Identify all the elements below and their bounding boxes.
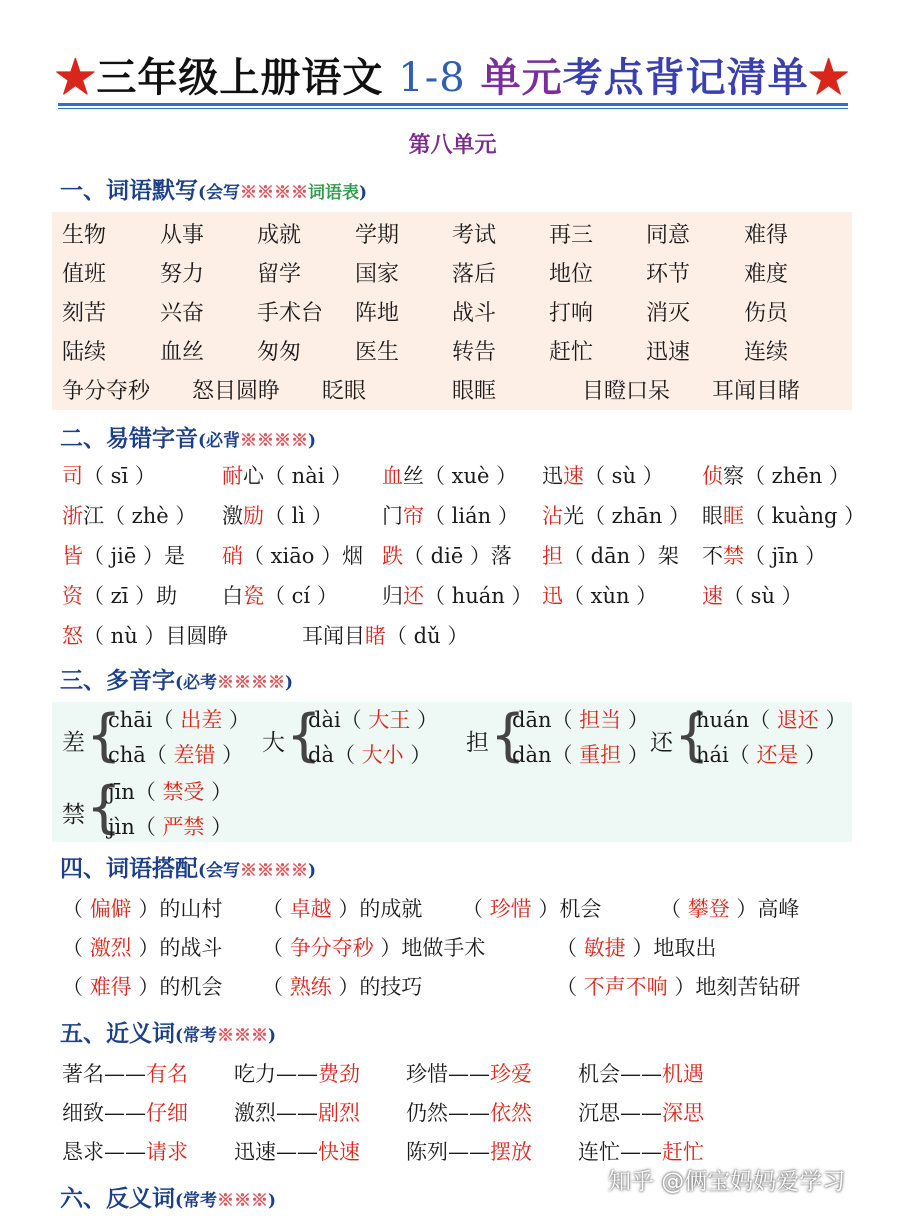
- pinyin-text: （ sù ）: [584, 464, 664, 488]
- pronunciation-item: [222, 500, 333, 530]
- key-char: 血: [382, 464, 403, 488]
- example-word: 出差: [180, 708, 223, 732]
- title-part1: 三年级上册语文: [96, 54, 384, 101]
- key-char: 皆: [62, 544, 83, 568]
- pronunciation-item: [62, 620, 228, 650]
- synonym-pair: [62, 1097, 188, 1127]
- vocab-word: 医生: [355, 340, 400, 365]
- pronunciation-item: [62, 540, 185, 570]
- synonym-pair: [62, 1136, 188, 1166]
- dash: ——: [620, 1101, 662, 1125]
- paren-close: ）: [204, 815, 233, 839]
- vocab-word: 眼眶: [452, 379, 497, 404]
- page-title: [0, 46, 905, 103]
- pronunciation-item: [382, 540, 512, 570]
- collocation-item: [556, 971, 800, 1001]
- word-b: 赶忙: [662, 1140, 704, 1164]
- paren-open: （: [556, 975, 584, 999]
- plain-char: 不: [702, 544, 723, 568]
- key-char: 眶: [723, 504, 744, 528]
- key-char: 怒: [62, 624, 83, 648]
- synonym-pair: [406, 1097, 532, 1127]
- pinyin-text: chā（: [108, 743, 174, 767]
- example-word: 大小: [361, 743, 404, 767]
- example-word: 担当: [579, 708, 622, 732]
- word-b: 仔细: [146, 1101, 188, 1125]
- pronunciation-item: [382, 500, 519, 530]
- collocation-item: [62, 932, 222, 962]
- vocab-word: 从事: [160, 223, 205, 248]
- paren-open: （: [262, 975, 290, 999]
- paren-open: （: [62, 975, 90, 999]
- pinyin-text: （ dǔ ）: [386, 624, 469, 648]
- dash: ——: [620, 1140, 662, 1164]
- synonym-pair: [62, 1058, 188, 1088]
- dash: ——: [276, 1062, 318, 1086]
- polyphone-line: [308, 739, 431, 769]
- word-a: 吃力: [234, 1062, 276, 1086]
- key-char: 担: [542, 544, 563, 568]
- vocab-word: 考试: [452, 223, 497, 248]
- paren-open: （: [660, 897, 688, 921]
- pronunciation-item: [382, 460, 517, 490]
- polyphone-char: 担: [466, 730, 489, 756]
- key-char: 侦: [702, 464, 723, 488]
- example-word: 禁受: [162, 780, 205, 804]
- section-title: 一、词语默写: [60, 177, 198, 204]
- pronunciation-item: [542, 460, 664, 490]
- vocab-word: 血丝: [160, 340, 205, 365]
- pronunciation-item: [222, 460, 352, 490]
- brace-icon: {: [86, 775, 122, 840]
- pinyin-text: （ jiē ）是: [83, 544, 186, 568]
- phrase-text: ）的成就: [331, 897, 423, 921]
- polyphone-line: [308, 704, 438, 734]
- section-heading-4: 四、词语搭配(会写※※※※): [60, 855, 317, 882]
- word-a: 恳求: [62, 1140, 104, 1164]
- phrase-text: ）的山村: [131, 897, 223, 921]
- vocab-word: 阵地: [355, 301, 400, 326]
- pinyin-text: （ kuàng ）: [744, 504, 866, 528]
- phrase-text: ）地做手术: [373, 936, 486, 960]
- vocab-word: 怒目圆睁: [192, 379, 281, 404]
- key-char: 睹: [365, 624, 386, 648]
- key-char: 跌: [382, 544, 403, 568]
- vocab-word: 耳闻目睹: [712, 379, 801, 404]
- key-char: 励: [243, 504, 264, 528]
- pronunciation-item: [382, 580, 532, 610]
- paren-open: （: [62, 897, 90, 921]
- pronunciation-item: [62, 580, 177, 610]
- section-heading-3: 三、多音字(必考※※※※): [60, 667, 294, 694]
- polyphone-line: [696, 739, 826, 769]
- vocab-word: 落后: [452, 262, 497, 287]
- collocation-item: [62, 893, 222, 923]
- brace-icon: {: [286, 703, 322, 768]
- plain-char: 门: [382, 504, 403, 528]
- answer-word: 偏僻: [89, 897, 132, 921]
- section-title: 四、词语搭配: [60, 855, 198, 882]
- collocation-item: [262, 893, 422, 923]
- phrase-text: ）的机会: [131, 975, 223, 999]
- synonym-pair: [578, 1058, 704, 1088]
- brace-icon: {: [674, 703, 710, 768]
- dash: ——: [448, 1062, 490, 1086]
- pinyin-text: 察（ zhēn ）: [723, 464, 850, 488]
- dash: ——: [276, 1101, 318, 1125]
- plain-char: 激: [222, 504, 243, 528]
- synonym-pair: [234, 1097, 360, 1127]
- word-b: 依然: [490, 1101, 532, 1125]
- section-heading-5: 五、近义词(常考※※※): [60, 1020, 277, 1047]
- key-char: 瓷: [243, 584, 264, 608]
- word-a: 机会: [578, 1062, 620, 1086]
- dash: ——: [104, 1140, 146, 1164]
- word-a: 仍然: [406, 1101, 448, 1125]
- key-char: 浙: [62, 504, 83, 528]
- pinyin-text: （ xùn ）: [563, 584, 658, 608]
- vocab-word: 打响: [549, 301, 594, 326]
- key-char: 速: [702, 584, 723, 608]
- synonym-pair: [406, 1058, 532, 1088]
- vocab-word: 难得: [744, 223, 789, 248]
- phrase-text: ）高峰: [729, 897, 800, 921]
- pronunciation-item: [702, 500, 865, 530]
- paren-close: ）: [621, 708, 649, 732]
- key-char: 速: [563, 464, 584, 488]
- section-title: 二、易错字音: [60, 425, 198, 452]
- vocab-word: 学期: [355, 223, 400, 248]
- word-b: 机遇: [662, 1062, 704, 1086]
- word-b: 剧烈: [318, 1101, 360, 1125]
- phrase-text: ）的战斗: [131, 936, 223, 960]
- vocab-word: 国家: [355, 262, 400, 287]
- polyphone-char: 差: [62, 730, 85, 756]
- word-b: 珍爱: [490, 1062, 532, 1086]
- plain-char: 归: [382, 584, 403, 608]
- paren-close: ）: [204, 780, 233, 804]
- vocab-word: 转告: [452, 340, 497, 365]
- phrase-text: ）地刻苦钻研: [667, 975, 801, 999]
- vocab-word: 连续: [744, 340, 789, 365]
- vocab-word: 战斗: [452, 301, 497, 326]
- dash: ——: [104, 1101, 146, 1125]
- pinyin-text: chāi（: [108, 708, 181, 732]
- paren-open: （: [262, 936, 290, 960]
- vocab-word: 手术台: [257, 301, 324, 326]
- key-char: 资: [62, 584, 83, 608]
- answer-word: 不声不响: [583, 975, 668, 999]
- title-part2: 1-8: [398, 55, 466, 101]
- pinyin-text: 光（ zhān ）: [563, 504, 690, 528]
- pinyin-text: 心（ nài ）: [243, 464, 353, 488]
- pronunciation-item: [62, 500, 196, 530]
- phrase-text: ）的技巧: [331, 975, 423, 999]
- watermark: 知乎 @俩宝妈妈爱学习: [608, 1169, 846, 1195]
- pinyin-text: （ cí ）: [264, 584, 338, 608]
- answer-word: 卓越: [289, 897, 332, 921]
- pronunciation-item: [702, 540, 826, 570]
- example-word: 退还: [776, 708, 819, 732]
- dash: ——: [620, 1062, 662, 1086]
- collocation-item: [262, 932, 485, 962]
- polyphone-line: [108, 776, 232, 806]
- word-a: 迅速: [234, 1140, 276, 1164]
- pinyin-text: dà（: [308, 743, 362, 767]
- plain-char: 耳闻目: [302, 624, 365, 648]
- phrase-text: ）机会: [531, 897, 602, 921]
- vocab-word: 匆匆: [257, 340, 302, 365]
- star-icon: ★: [808, 54, 850, 101]
- pinyin-text: （ lì ）: [264, 504, 333, 528]
- vocab-word: 值班: [62, 262, 107, 287]
- vocab-word: 环节: [646, 262, 691, 287]
- word-b: 有名: [146, 1062, 188, 1086]
- section-heading-1: 一、词语默写(会写※※※※词语表): [60, 177, 368, 204]
- pinyin-text: （ lián ）: [424, 504, 519, 528]
- pronunciation-item: [62, 460, 156, 490]
- vocab-word: 刻苦: [62, 301, 107, 326]
- polyphone-char: 禁: [62, 802, 85, 828]
- key-char: 耐: [222, 464, 243, 488]
- title-underline-thin: [58, 108, 848, 109]
- pinyin-text: （ nù ）目圆睁: [83, 624, 229, 648]
- answer-word: 敏捷: [583, 936, 626, 960]
- word-a: 沉思: [578, 1101, 620, 1125]
- collocation-item: [62, 971, 222, 1001]
- pinyin-text: （ dān ）架: [563, 544, 679, 568]
- example-word: 差错: [173, 743, 216, 767]
- synonym-pair: [578, 1097, 704, 1127]
- paren-close: ）: [222, 708, 250, 732]
- word-b: 快速: [318, 1140, 360, 1164]
- pinyin-text: jìn（: [108, 815, 163, 839]
- dash: ——: [276, 1140, 318, 1164]
- pronunciation-item: [222, 540, 363, 570]
- word-a: 细致: [62, 1101, 104, 1125]
- vocab-word: 陆续: [62, 340, 107, 365]
- key-char: 禁: [723, 544, 744, 568]
- pinyin-text: 江（ zhè ）: [83, 504, 197, 528]
- word-a: 连忙: [578, 1140, 620, 1164]
- key-char: 司: [62, 464, 83, 488]
- answer-word: 熟练: [289, 975, 332, 999]
- polyphone-char: 大: [262, 730, 285, 756]
- pinyin-text: dài（: [308, 708, 369, 732]
- synonym-pair: [234, 1058, 360, 1088]
- pinyin-text: （ sī ）: [83, 464, 156, 488]
- pinyin-text: hái（: [696, 743, 757, 767]
- vocab-word: 生物: [62, 223, 107, 248]
- section-title: 三、多音字: [60, 667, 175, 694]
- plain-char: 白: [222, 584, 243, 608]
- key-char: 硝: [222, 544, 243, 568]
- key-char: 沾: [542, 504, 563, 528]
- collocation-item: [660, 893, 799, 923]
- pinyin-text: （ jīn ）: [744, 544, 827, 568]
- collocation-item: [262, 971, 422, 1001]
- pronunciation-item: [542, 500, 690, 530]
- key-char: 帘: [403, 504, 424, 528]
- vocab-word: 再三: [549, 223, 594, 248]
- example-word: 还是: [756, 743, 799, 767]
- phrase-text: ）地取出: [625, 936, 717, 960]
- collocation-item: [462, 893, 601, 923]
- key-char: 还: [403, 584, 424, 608]
- paren-open: （: [556, 936, 584, 960]
- pinyin-text: huán（: [696, 708, 777, 732]
- polyphone-line: [108, 739, 243, 769]
- answer-word: 争分夺秒: [289, 936, 374, 960]
- polyphone-line: [696, 704, 846, 734]
- section-title: 五、近义词: [60, 1020, 175, 1047]
- pinyin-text: 丝（ xuè ）: [403, 464, 518, 488]
- vocab-word: 迅速: [646, 340, 691, 365]
- vocab-word: 赶忙: [549, 340, 594, 365]
- collocation-item: [556, 932, 716, 962]
- pinyin-text: dān（: [512, 708, 580, 732]
- vocab-word: 眨眼: [322, 379, 367, 404]
- vocab-word: 留学: [257, 262, 302, 287]
- example-word: 严禁: [162, 815, 205, 839]
- word-a: 陈列: [406, 1140, 448, 1164]
- dash: ——: [448, 1101, 490, 1125]
- paren-close: ）: [798, 743, 827, 767]
- pronunciation-item: [542, 540, 679, 570]
- plain-char: 迅: [542, 464, 563, 488]
- star-icon: ★: [55, 54, 97, 101]
- pinyin-text: （ huán ）: [424, 584, 533, 608]
- polyphone-line: [108, 811, 232, 841]
- word-b: 摆放: [490, 1140, 532, 1164]
- answer-word: 攀登: [687, 897, 730, 921]
- synonym-pair: [406, 1136, 532, 1166]
- polyphone-line: [108, 704, 250, 734]
- word-b: 费劲: [318, 1062, 360, 1086]
- unit-heading: 第八单元: [408, 132, 497, 158]
- pinyin-text: （ xiāo ）烟: [243, 544, 364, 568]
- title-underline: [58, 103, 848, 106]
- title-part3: 单元: [480, 54, 563, 101]
- vocab-word: 目瞪口呆: [582, 379, 671, 404]
- pinyin-text: （ diē ）落: [403, 544, 512, 568]
- answer-word: 激烈: [89, 936, 132, 960]
- answer-word: 珍惜: [489, 897, 532, 921]
- example-word: 重担: [579, 743, 622, 767]
- pronunciation-item: [222, 580, 338, 610]
- answer-word: 难得: [89, 975, 132, 999]
- paren-open: （: [62, 936, 90, 960]
- dash: ——: [104, 1062, 146, 1086]
- vocab-word: 同意: [646, 223, 691, 248]
- vocab-word: 成就: [257, 223, 302, 248]
- word-a: 激烈: [234, 1101, 276, 1125]
- vocab-word: 兴奋: [160, 301, 205, 326]
- brace-icon: {: [490, 703, 526, 768]
- pinyin-text: jīn（: [108, 780, 163, 804]
- pronunciation-item: [702, 580, 803, 610]
- pinyin-text: （ zī ）助: [83, 584, 178, 608]
- pinyin-text: dàn（: [512, 743, 580, 767]
- paren-close: ）: [215, 743, 244, 767]
- word-a: 著名: [62, 1062, 104, 1086]
- pronunciation-item: [702, 460, 850, 490]
- synonym-pair: [234, 1136, 360, 1166]
- vocab-word: 地位: [549, 262, 594, 287]
- paren-open: （: [262, 897, 290, 921]
- section-heading-6: 六、反义词(常考※※※): [60, 1185, 277, 1212]
- vocab-word: 努力: [160, 262, 205, 287]
- pinyin-text: （ sù ）: [723, 584, 803, 608]
- vocab-word: 难度: [744, 262, 789, 287]
- title-part4: 考点背记清单: [562, 54, 809, 101]
- paren-close: ）: [403, 743, 432, 767]
- vocab-word: 伤员: [744, 301, 789, 326]
- section-title: 六、反义词: [60, 1185, 175, 1212]
- vocab-word: 争分夺秒: [62, 379, 151, 404]
- word-b: 深思: [662, 1101, 704, 1125]
- example-word: 大王: [368, 708, 411, 732]
- vocab-word: 消灭: [646, 301, 691, 326]
- word-b: 请求: [146, 1140, 188, 1164]
- brace-icon: {: [86, 703, 122, 768]
- paren-open: （: [462, 897, 490, 921]
- pronunciation-item: [302, 620, 468, 650]
- key-char: 迅: [542, 584, 563, 608]
- synonym-pair: [578, 1136, 704, 1166]
- paren-close: ）: [621, 743, 649, 767]
- section-heading-2: 二、易错字音(必背※※※※): [60, 425, 317, 452]
- polyphone-line: [512, 704, 649, 734]
- polyphone-line: [512, 739, 649, 769]
- word-a: 珍惜: [406, 1062, 448, 1086]
- paren-close: ）: [410, 708, 439, 732]
- plain-char: 眼: [702, 504, 723, 528]
- paren-close: ）: [818, 708, 847, 732]
- dash: ——: [448, 1140, 490, 1164]
- pronunciation-item: [542, 580, 657, 610]
- polyphone-char: 还: [650, 730, 673, 756]
